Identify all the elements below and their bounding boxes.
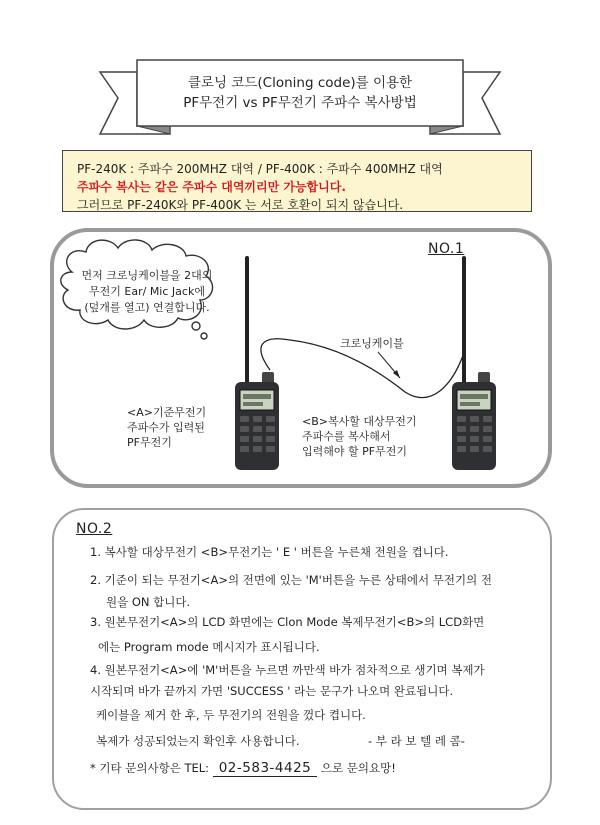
- panel-2-label: NO.2: [76, 521, 113, 537]
- step-4-line-1: 4. 원본무전기<A>에 'M'버튼을 누르면 까만색 바가 점차적으로 생기며 복제가: [90, 663, 485, 677]
- contact-suffix: 으로 문의요망!: [320, 761, 396, 775]
- step-2-line-1: 2. 기준이 되는 무전기<A>의 전면에 있는 'M'버튼을 누른 상태에서 무전기의 전: [90, 573, 492, 587]
- step-3-line-2: 에는 Program mode 메시지가 표시됩니다.: [98, 640, 320, 654]
- contact-prefix: * 기타 문의사항은 TEL:: [90, 761, 210, 775]
- caption-line: 입력해야 할 PF무전기: [302, 445, 407, 458]
- caption-line: 주파수가 입력된: [127, 421, 205, 434]
- caption-line: <B>복사할 대상무전기: [302, 415, 417, 428]
- title-line-1: 클로닝 코드(Cloning code)를 이용한: [187, 75, 413, 91]
- radio-b-caption: [302, 414, 416, 459]
- cable-label: 크로닝케이블: [340, 337, 404, 350]
- panel-1-label: NO.1: [428, 241, 465, 257]
- cloud-line: 먼저 크로닝케이블을 2대의: [81, 269, 213, 282]
- info-line-compatibility: 그러므로 PF-240K와 PF-400K 는 서로 호환이 되지 않습니다.: [77, 198, 404, 212]
- cloud-line: 무전기 Ear/ Mic Jack에: [89, 285, 205, 298]
- step-6: 복제가 성공되었는지 확인후 사용합니다.: [96, 734, 300, 748]
- caption-line: 주파수를 복사해서: [302, 430, 391, 443]
- step-2-line-2: 원을 ON 합니다.: [106, 595, 191, 609]
- caption-line: PF무전기: [127, 436, 172, 449]
- info-line-warning: 주파수 복사는 같은 주파수 대역끼리만 가능합니다.: [77, 180, 346, 194]
- radio-a-caption: [127, 405, 206, 450]
- step-1: 1. 복사할 대상무전기 <B>무전기는 ' E ' 버튼을 누른채 전원을 켭니다.: [90, 545, 449, 559]
- company-name: - 부 라 보 텔 레 콤-: [368, 734, 465, 748]
- info-line-frequencies: PF-240K : 주파수 200MHZ 대역 / PF-400K : 주파수 400MHZ 대역: [77, 162, 443, 176]
- caption-line: <A>기준무전기: [127, 406, 207, 419]
- phone-number: 02-583-4425: [213, 760, 318, 777]
- contact-line: [90, 757, 396, 779]
- title-line-2: PF무전기 vs PF무전기 주파수 복사방법: [183, 95, 417, 111]
- step-5: 케이블을 제거 한 후, 두 무전기의 전원을 껐다 켭니다.: [96, 708, 366, 722]
- cloud-instruction: [72, 268, 222, 316]
- radio-a-icon: [235, 258, 279, 470]
- step-4-line-2: 시작되며 바가 끝까지 가면 'SUCCESS ' 라는 문구가 나오며 완료됩니다.: [90, 684, 454, 698]
- step-3-line-1: 3. 원본무전기<A>의 LCD 화면에는 Clon Mode 복제무전기<B>의 LCD화면: [90, 615, 485, 629]
- cloud-line: (덮개를 열고) 연결합니다.: [84, 301, 210, 314]
- radio-b-icon: [452, 258, 496, 470]
